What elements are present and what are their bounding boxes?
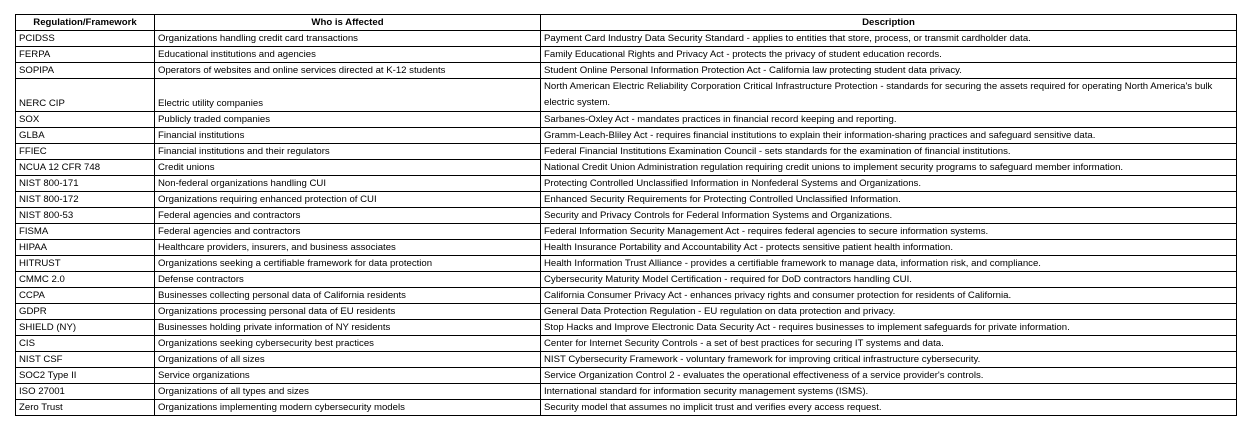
cell-regulation: CIS [16,336,155,352]
cell-regulation: NIST 800-53 [16,208,155,224]
cell-who-affected: Organizations requiring enhanced protection of CUI [155,192,541,208]
table-row [16,240,1237,256]
cell-description: National Credit Union Administration regulation requiring credit unions to implement security programs to safeguard member information. [541,160,1237,176]
cell-regulation: NIST 800-172 [16,192,155,208]
cell-regulation: SHIELD (NY) [16,320,155,336]
cell-who-affected: Organizations of all sizes [155,352,541,368]
cell-regulation: NIST CSF [16,352,155,368]
cell-description: Enhanced Security Requirements for Protecting Controlled Unclassified Information. [541,192,1237,208]
table-row [16,352,1237,368]
table-row [16,192,1237,208]
cell-description: California Consumer Privacy Act - enhances privacy rights and consumer protection for residents of California. [541,288,1237,304]
table-body [16,31,1237,416]
cell-description: Gramm-Leach-Bliley Act - requires financial institutions to explain their information-sharing practices and safeguard sensitive data. [541,128,1237,144]
cell-regulation: FERPA [16,47,155,63]
cell-who-affected: Businesses holding private information of NY residents [155,320,541,336]
cell-who-affected: Financial institutions [155,128,541,144]
cell-regulation: FISMA [16,224,155,240]
cell-who-affected: Organizations handling credit card transactions [155,31,541,47]
header-regulation: Regulation/Framework [16,15,155,31]
table-row [16,144,1237,160]
cell-regulation: ISO 27001 [16,384,155,400]
cell-who-affected: Organizations seeking a certifiable framework for data protection [155,256,541,272]
cell-description: North American Electric Reliability Corporation Critical Infrastructure Protection - standards for securing the assets required for operating North America's bulk electric system. [541,79,1237,112]
cell-regulation: GDPR [16,304,155,320]
cell-description: Student Online Personal Information Protection Act - California law protecting student data privacy. [541,63,1237,79]
table-row [16,384,1237,400]
cell-who-affected: Operators of websites and online services directed at K-12 students [155,63,541,79]
cell-who-affected: Organizations implementing modern cybersecurity models [155,400,541,416]
cell-regulation: NERC CIP [16,79,155,112]
table-row [16,336,1237,352]
table-row [16,208,1237,224]
cell-description: Service Organization Control 2 - evaluates the operational effectiveness of a service provider's controls. [541,368,1237,384]
cell-description: Health Insurance Portability and Accountability Act - protects sensitive patient health information. [541,240,1237,256]
cell-regulation: FFIEC [16,144,155,160]
cell-who-affected: Organizations seeking cybersecurity best practices [155,336,541,352]
table-row [16,400,1237,416]
cell-who-affected: Federal agencies and contractors [155,208,541,224]
cell-regulation: CCPA [16,288,155,304]
cell-regulation: HITRUST [16,256,155,272]
cell-description: Payment Card Industry Data Security Standard - applies to entities that store, process, or transmit cardholder data. [541,31,1237,47]
table-row [16,31,1237,47]
cell-description: Family Educational Rights and Privacy Act - protects the privacy of student education records. [541,47,1237,63]
cell-description: Protecting Controlled Unclassified Information in Nonfederal Systems and Organizations. [541,176,1237,192]
header-who-affected: Who is Affected [155,15,541,31]
cell-who-affected: Non-federal organizations handling CUI [155,176,541,192]
cell-who-affected: Businesses collecting personal data of California residents [155,288,541,304]
cell-regulation: CMMC 2.0 [16,272,155,288]
cell-who-affected: Federal agencies and contractors [155,224,541,240]
table-row [16,112,1237,128]
table-row [16,47,1237,63]
table-row [16,272,1237,288]
table-row [16,128,1237,144]
cell-description: Sarbanes-Oxley Act - mandates practices in financial record keeping and reporting. [541,112,1237,128]
cell-who-affected: Credit unions [155,160,541,176]
header-description: Description [541,15,1237,31]
table-row [16,256,1237,272]
cell-description: Security and Privacy Controls for Federal Information Systems and Organizations. [541,208,1237,224]
cell-description: NIST Cybersecurity Framework - voluntary framework for improving critical infrastructure cybersecurity. [541,352,1237,368]
cell-who-affected: Organizations processing personal data of EU residents [155,304,541,320]
cell-who-affected: Publicly traded companies [155,112,541,128]
cell-who-affected: Healthcare providers, insurers, and business associates [155,240,541,256]
table-row [16,224,1237,240]
table-row [16,79,1237,112]
cell-regulation: NCUA 12 CFR 748 [16,160,155,176]
cell-who-affected: Educational institutions and agencies [155,47,541,63]
table-row [16,288,1237,304]
cell-description: General Data Protection Regulation - EU regulation on data protection and privacy. [541,304,1237,320]
cell-regulation: SOPIPA [16,63,155,79]
cell-regulation: SOC2 Type II [16,368,155,384]
cell-who-affected: Defense contractors [155,272,541,288]
table-row [16,160,1237,176]
cell-who-affected: Organizations of all types and sizes [155,384,541,400]
table-row [16,63,1237,79]
cell-description: Health Information Trust Alliance - provides a certifiable framework to manage data, information risk, and compliance. [541,256,1237,272]
cell-regulation: SOX [16,112,155,128]
table-row [16,176,1237,192]
regulations-table [15,14,1237,416]
cell-regulation: HIPAA [16,240,155,256]
cell-description: Stop Hacks and Improve Electronic Data Security Act - requires businesses to implement safeguards for private information. [541,320,1237,336]
cell-description: International standard for information security management systems (ISMS). [541,384,1237,400]
cell-who-affected: Electric utility companies [155,79,541,112]
cell-description: Cybersecurity Maturity Model Certification - required for DoD contractors handling CUI. [541,272,1237,288]
cell-regulation: GLBA [16,128,155,144]
table-row [16,304,1237,320]
cell-description: Federal Information Security Management Act - requires federal agencies to secure information systems. [541,224,1237,240]
cell-regulation: Zero Trust [16,400,155,416]
cell-regulation: NIST 800-171 [16,176,155,192]
cell-description: Security model that assumes no implicit trust and verifies every access request. [541,400,1237,416]
cell-description: Federal Financial Institutions Examination Council - sets standards for the examination of financial institutions. [541,144,1237,160]
cell-who-affected: Service organizations [155,368,541,384]
cell-regulation: PCIDSS [16,31,155,47]
table-row [16,320,1237,336]
table-row [16,368,1237,384]
header-row [16,15,1237,31]
cell-description: Center for Internet Security Controls - a set of best practices for securing IT systems and data. [541,336,1237,352]
cell-who-affected: Financial institutions and their regulators [155,144,541,160]
